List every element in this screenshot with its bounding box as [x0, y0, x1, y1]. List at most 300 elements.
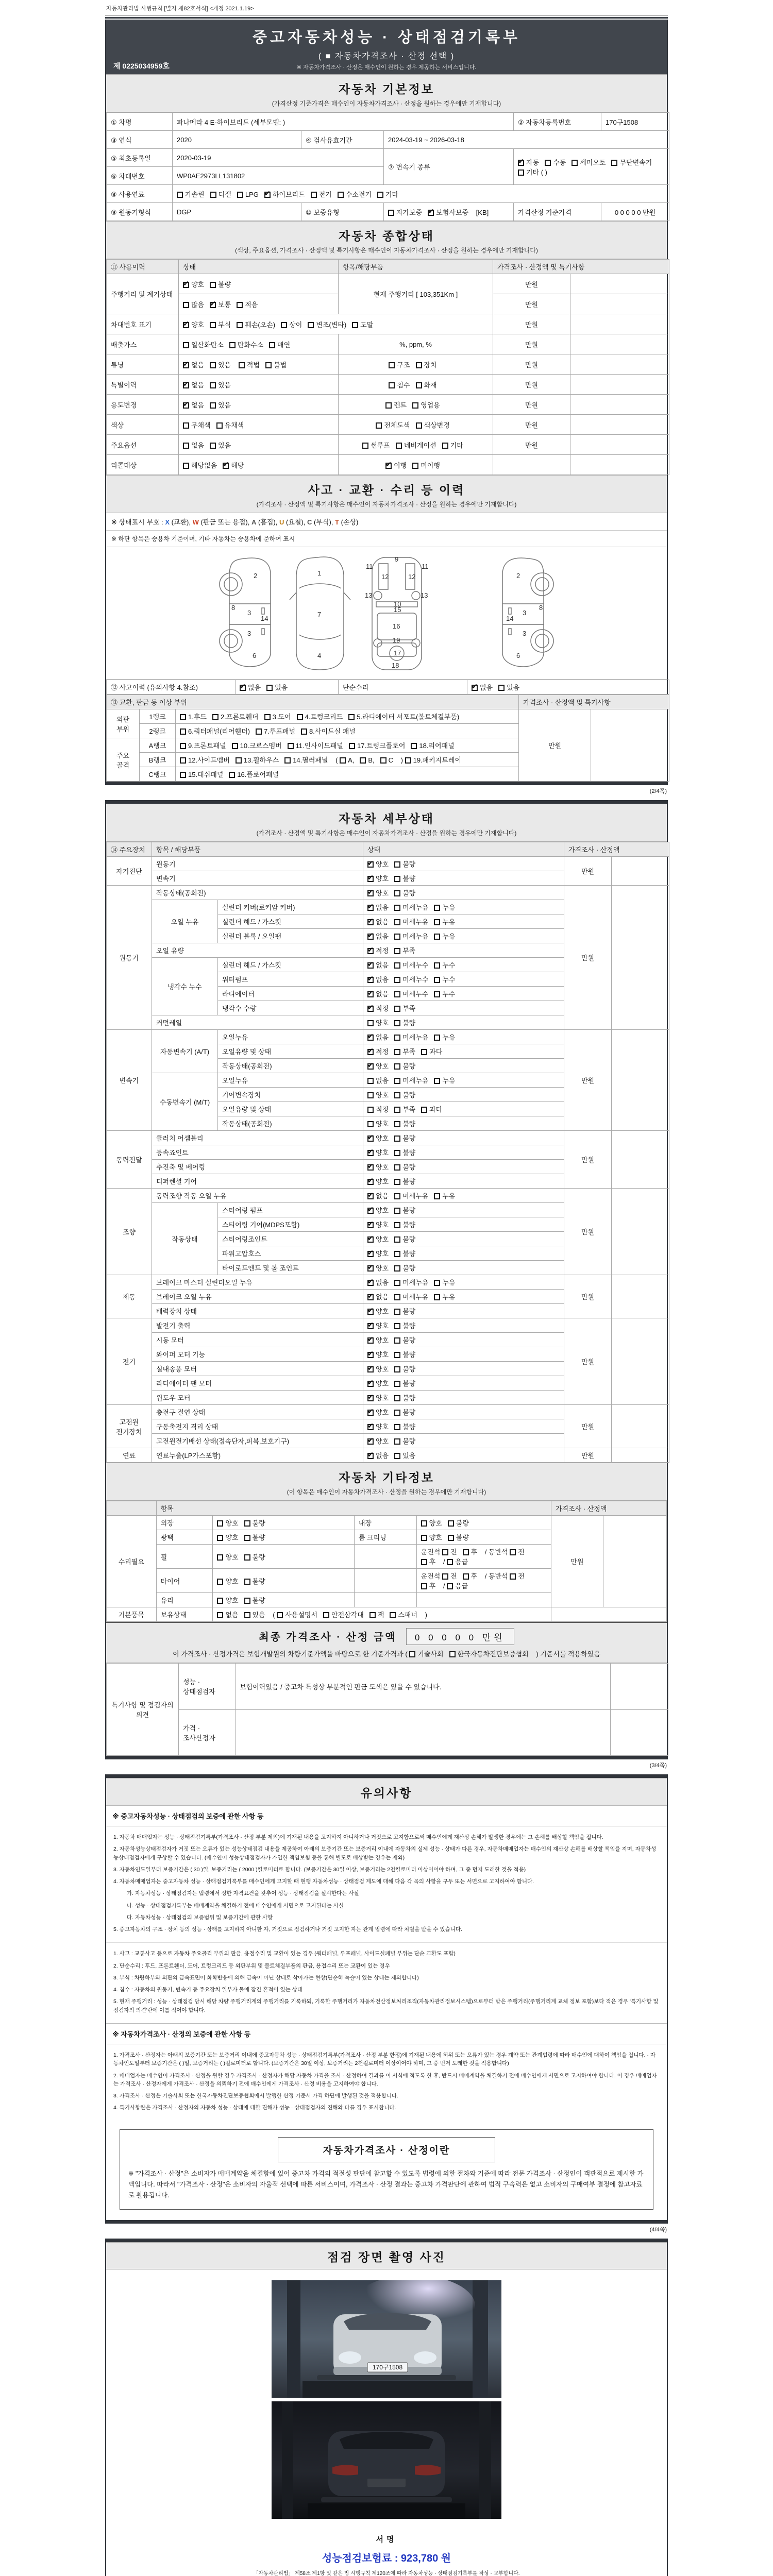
status-options — [363, 1448, 564, 1463]
checkbox-option: 양호 — [367, 1118, 389, 1128]
checkbox-option: 없음 — [183, 440, 204, 450]
checkbox-option: ✔ 없음 — [367, 902, 389, 912]
text-segment: 운전석 — [421, 1572, 442, 1580]
text-segment: W — [192, 518, 199, 526]
checkbox-unchecked — [449, 1651, 456, 1657]
checkbox-option: ✔ 양호 — [367, 1176, 389, 1186]
item-label: 구동축전지 격리 상태 — [152, 1419, 363, 1434]
table-row — [107, 314, 669, 334]
item-label: 브레이크 마스터 실린더오일 누유 — [152, 1275, 363, 1290]
checkbox-unchecked — [421, 1107, 427, 1113]
checkbox-unchecked — [421, 1049, 427, 1055]
checkbox-option: 양호 — [217, 1532, 238, 1542]
item-label: 연료누출(LP가스포함) — [152, 1448, 363, 1463]
checkbox-checked — [367, 1049, 374, 1055]
checkbox-checked — [367, 861, 374, 868]
device-label: 자기진단 — [107, 857, 152, 886]
checkbox-unchecked — [229, 342, 236, 348]
checkbox-option: ✔ 양호 — [183, 319, 204, 329]
notice-item: 4. 자동차매매업자는 중고자동차 성능 · 상태점검기록부를 매수인에게 고지할 때 현행 자동차성능 · 상태점검 제도에 대해 다음 각 목의 사항을 구두 또는 서면으로 고지하여야 합니다. — [113, 1878, 534, 1885]
price-cell: 만원 — [493, 415, 570, 435]
checkbox-option: 부식 — [210, 319, 231, 329]
text-segment: ) — [399, 756, 405, 764]
svg-text:8: 8 — [539, 604, 543, 612]
status-options — [363, 1405, 564, 1419]
checkbox-checked — [367, 1381, 374, 1387]
section-accident-title: 사고 · 교환 · 수리 등 이력 — [308, 483, 465, 497]
checkbox-unchecked — [394, 1208, 400, 1214]
checkbox-option: 부족 — [394, 1104, 415, 1114]
base-price-label: 가격산정 기준가격 — [514, 203, 601, 221]
svg-text:3: 3 — [247, 609, 251, 617]
checkbox-option: 부족 — [394, 1003, 415, 1013]
status-options — [363, 1088, 564, 1102]
item-label: 윈도우 모터 — [152, 1391, 363, 1405]
checkbox-unchecked — [210, 402, 216, 409]
checkbox-unchecked — [377, 192, 383, 198]
item-label: 충전구 절연 상태 — [152, 1405, 363, 1419]
price-cell: 만원 — [493, 435, 570, 455]
checkbox-unchecked — [210, 362, 216, 368]
checkbox-unchecked — [411, 743, 417, 749]
checkbox-option: 누유 — [434, 1075, 455, 1085]
item-label: 냉각수 수량 — [218, 1001, 363, 1015]
checkbox-option: ✔ 양호 — [367, 1205, 389, 1215]
checkbox-option: 상이 — [281, 319, 302, 329]
item-label: 작동상태(공회전) — [218, 1116, 363, 1131]
checkbox-option: 불량 — [394, 1219, 415, 1229]
checkbox-unchecked — [217, 1598, 223, 1604]
checkbox-unchecked — [434, 1035, 440, 1041]
section-comp-subtitle: (색상, 주요옵션, 가격조사 · 산정액 및 특기사항은 매수인이 자동차가격조사 · 산정을 원하는 경우에만 기재합니다) — [235, 247, 538, 254]
checkbox-checked — [367, 1323, 374, 1329]
section-detail-header — [106, 804, 667, 842]
checkbox-option: ✔ 양호 — [367, 1061, 389, 1071]
checkbox-unchecked — [376, 422, 382, 429]
car-name-label: ① 차명 — [107, 113, 173, 131]
status-options — [363, 1290, 564, 1304]
item-label: 클러치 어셈블리 — [152, 1131, 363, 1145]
table-row — [107, 1448, 669, 1463]
page-4 — [105, 1774, 668, 2224]
status-options — [363, 1145, 564, 1160]
checkbox-unchecked — [394, 1251, 400, 1257]
checkbox-option: 불량 — [394, 1061, 415, 1071]
checkbox-unchecked — [340, 757, 346, 764]
checkbox-option: 일산화탄소 — [183, 340, 224, 349]
svg-text:6: 6 — [516, 652, 520, 659]
price-cell: 만원 — [564, 1318, 612, 1405]
svg-text:3: 3 — [523, 609, 527, 617]
item-cell — [339, 334, 493, 354]
item-label: 외장 — [156, 1516, 213, 1530]
accident-history-options — [236, 680, 339, 694]
document-subtitle: ( ■ 자동차가격조사 · 산정 선택 ) — [318, 52, 455, 61]
checkbox-unchecked — [416, 382, 422, 388]
panel-rank-table — [106, 694, 669, 782]
checkbox-unchecked — [236, 757, 242, 764]
checkbox-unchecked — [394, 1294, 400, 1300]
checkbox-option: ✔ 양호 — [367, 1364, 389, 1374]
item-cell — [339, 274, 493, 314]
simple-repair-options — [467, 680, 669, 694]
checkbox-unchecked — [237, 192, 243, 198]
note-cell — [612, 1448, 669, 1463]
page-marker: (2/4쪽) — [649, 788, 667, 794]
rank2-options — [176, 724, 519, 738]
item-label: 실린더 블록 / 오일팬 — [218, 929, 363, 943]
checkbox-checked — [385, 463, 392, 469]
checkbox-option: ✔ 없음 — [472, 682, 493, 692]
item-label: 룸 크리닝 — [354, 1530, 416, 1545]
checkbox-option: 불량 — [394, 1320, 415, 1330]
status-options — [179, 294, 339, 314]
item-label: 원동기 — [152, 857, 363, 871]
status-options — [363, 1131, 564, 1145]
checkbox-option: 양호 — [367, 1090, 389, 1099]
page-3 — [105, 800, 668, 1759]
checkbox-unchecked — [311, 192, 317, 198]
checkbox-option: 불량 — [394, 859, 415, 869]
checkbox-option: 양호 — [217, 1518, 238, 1528]
checkbox-option: 불량 — [244, 1552, 265, 1562]
status-options — [363, 1102, 564, 1116]
checkbox-unchecked — [416, 422, 422, 429]
checkbox-option: 누유 — [434, 931, 455, 941]
checkbox-unchecked — [434, 962, 440, 969]
checkbox-option: 장치 — [416, 360, 437, 369]
table-row — [107, 1275, 669, 1290]
checkbox-unchecked — [447, 1583, 453, 1589]
comp-header-item: 항목/해당부품 — [339, 260, 493, 274]
item-label: 스티어링조인트 — [218, 1232, 363, 1246]
checkbox-unchecked — [394, 1006, 400, 1012]
checkbox-unchecked — [265, 362, 272, 368]
checkbox-option: 후 — [421, 1556, 436, 1566]
checkbox-option: ✔ 양호 — [367, 1393, 389, 1402]
svg-text:11: 11 — [422, 563, 429, 570]
basic-items-options — [213, 1607, 551, 1622]
other-header-blank — [107, 1501, 157, 1516]
item-label: 실내송풍 모터 — [152, 1362, 363, 1376]
status-options — [363, 1160, 564, 1174]
checkbox-unchecked — [394, 1410, 400, 1416]
item-label: 타이로드엔드 및 볼 조인트 — [218, 1261, 363, 1275]
status-options — [363, 900, 564, 914]
checkbox-unchecked — [284, 757, 291, 764]
status-options — [213, 1530, 354, 1545]
section-detail-title: 자동차 세부상태 — [339, 812, 434, 825]
checkbox-unchecked — [448, 1535, 454, 1541]
comp-header-status: 상태 — [179, 260, 339, 274]
text-segment: 이 가격조사 · 산정가격은 보험개발원의 차량기준가액을 바탕으로 한 기준가격과 ( — [173, 1650, 410, 1658]
table-row — [107, 1318, 669, 1333]
svg-text:3: 3 — [523, 630, 527, 637]
checkbox-unchecked — [380, 757, 386, 764]
notice-item: 1. 자동차 매매업자는 성능 · 상태점검기록부(가격조사 · 산정 부분 제외)에 기재된 내용을 고지하지 아니하거나 거짓으로 고지함으로써 매수인에게 재산상 손해가 발생한 경우에는 그 손해를 배상할 책임을 집니다. — [113, 1834, 603, 1840]
item-label: 시동 모터 — [152, 1333, 363, 1347]
notice-item: 4. 특기사항란은 가격조사 · 산정자의 자동차 성능 · 상태에 대한 견해가 성능 · 상태점검자의 견해와 다를 경우 표시합니다. — [113, 2105, 396, 2111]
section-other-header — [106, 1463, 667, 1501]
opinion-inspector-text: 보험이력있음 / 중고차 특성상 부분적인 판금 도색은 있을 수 있습니다. — [236, 1664, 611, 1710]
checkbox-option: 14.필러패널 — [284, 755, 328, 765]
comp-header-price: 가격조사 · 산정액 및 특기사항 — [493, 260, 669, 274]
note-cell — [612, 1318, 669, 1405]
checkbox-unchecked — [394, 1035, 400, 1041]
svg-text:2: 2 — [254, 572, 258, 580]
page-separator — [106, 1756, 667, 1759]
notice-item: 나. 성능 · 상태점검기록부는 매매계약을 체결하기 전에 매수인에게 서면으로 고지된다는 사실 — [127, 1902, 344, 1909]
checkbox-option: 있음 — [266, 682, 288, 692]
item-label — [354, 1569, 416, 1593]
checkbox-unchecked — [434, 934, 440, 940]
section-accident-subtitle: (가격조사 · 산정액 및 특기사항은 매수인이 자동차가격조사 · 산정을 원하는 경우에만 기재합니다) — [256, 501, 517, 508]
checkbox-unchecked — [217, 1579, 223, 1585]
opinion-note-cell — [611, 1664, 668, 1710]
checkbox-unchecked — [409, 1651, 415, 1657]
opinion-appraiser-text — [236, 1709, 611, 1756]
note-cell — [612, 886, 669, 1030]
status-options — [179, 334, 339, 354]
section-basic-subtitle: (가격산정 기준가격은 매수인이 자동차가격조사 · 산정을 원하는 경우에만 기재합니다) — [272, 100, 501, 107]
status-options — [363, 1376, 564, 1391]
device-label: 고전원 전기장치 — [107, 1405, 152, 1448]
comprehensive-table — [106, 259, 669, 475]
checkbox-unchecked — [416, 362, 422, 368]
checkbox-unchecked — [394, 1136, 400, 1142]
status-options — [363, 1318, 564, 1333]
checkbox-option: ✔양호 — [183, 279, 204, 289]
checkbox-checked — [367, 1438, 374, 1445]
checkbox-option: ✔ 없음 — [240, 682, 261, 692]
checkbox-unchecked — [394, 919, 400, 925]
checkbox-unchecked — [412, 463, 418, 469]
table-row — [107, 395, 669, 415]
checkbox-checked — [367, 890, 374, 896]
rankA-label: A랭크 — [140, 738, 176, 753]
model-year-value: 2020 — [173, 131, 301, 149]
table-row — [107, 1607, 667, 1622]
checkbox-option: 있음 — [244, 1609, 265, 1619]
checkbox-option: 구조 — [389, 360, 410, 369]
page-1 — [105, 20, 668, 785]
checkbox-unchecked — [394, 1049, 400, 1055]
checkbox-unchecked — [421, 1535, 427, 1541]
checkbox-option: 응급 — [447, 1581, 468, 1590]
car-diagram-area — [106, 547, 667, 680]
checkbox-option: ✔ 없음 — [367, 917, 389, 926]
table-row — [107, 131, 669, 149]
checkbox-unchecked — [362, 443, 368, 449]
device-label: 조향 — [107, 1189, 152, 1275]
table-header-row — [107, 260, 669, 274]
state-symbol-legend — [106, 513, 667, 531]
checkbox-option: 불량 — [394, 1436, 415, 1446]
text-segment: ( — [333, 756, 340, 764]
svg-text:18: 18 — [392, 662, 399, 669]
item-label: 실린더 헤드 / 가스킷 — [218, 958, 363, 972]
checkbox-checked — [183, 282, 189, 288]
checkbox-option: 과다 — [421, 1104, 442, 1114]
vin-label: ⑥ 차대번호 — [107, 167, 173, 185]
checkbox-unchecked — [323, 1612, 329, 1618]
checkbox-unchecked — [217, 1520, 223, 1527]
fuel-options — [173, 185, 669, 203]
status-options — [363, 1203, 564, 1217]
status-options — [363, 1304, 564, 1318]
checkbox-unchecked — [183, 422, 189, 429]
car-name-value: 파나메라 4 E-하이브리드 (세부모델: ) — [173, 113, 514, 131]
checkbox-checked — [367, 1035, 374, 1041]
opinion-label: 특기사항 및 점검자의 의견 — [107, 1664, 179, 1756]
checkbox-unchecked — [244, 1535, 250, 1541]
checkbox-option: ✔ 하이브리드 — [264, 189, 305, 199]
item-label: 라디에이터 — [218, 987, 363, 1001]
checkbox-option: ✔ 없음 — [367, 960, 389, 970]
checkbox-option: ✔ 이행 — [385, 460, 407, 470]
comp-header-usage: ⑪ 사용이력 — [107, 260, 179, 274]
checkbox-option: 불량 — [394, 1263, 415, 1273]
table-row — [107, 149, 669, 167]
opinion-inspector-label: 성능 · 상태점검자 — [179, 1664, 236, 1710]
top-rule — [105, 15, 668, 19]
checkbox-option: 15.대쉬패널 — [180, 769, 223, 779]
checkbox-option: 적정 — [367, 1104, 389, 1114]
item-label: 오일누유 — [218, 1073, 363, 1088]
usage-label: 용도변경 — [107, 395, 179, 415]
checkbox-option: 7.루프패널 — [256, 726, 295, 736]
notice-item: 2. 자동차성능상태점검자가 거짓 또는 오류가 있는 성능상태점검 내용을 제공하여 아래의 보증기간 또는 보증거리 이내에 자동차의 실제 성능 · 상태가 다른 경우, 자동차매매업자는 매수인의 재산상 손해를 배상할 책임을 지며, 자동차성능상태점검자에게 구상할 수 있습니다. (매수인이 성능상태점검자가 가입한 책임보험 등을 통해 별도로 배상받는 경우는 제외) — [113, 1846, 657, 1861]
item-label: 스티어링 펌프 — [218, 1203, 363, 1217]
checkbox-option: 후 — [421, 1581, 436, 1590]
checkbox-unchecked — [239, 362, 245, 368]
checkbox-option: 6.쿼터패널(리어휀더) — [180, 726, 250, 736]
page-separator — [106, 782, 667, 785]
checkbox-checked — [367, 962, 374, 969]
checkbox-option: 4.트렁크리드 — [297, 711, 343, 721]
checkbox-option: 있음 — [210, 440, 231, 450]
text-segment: (손상) — [339, 518, 359, 526]
checkbox-option: 누유 — [434, 1277, 455, 1287]
checkbox-checked — [367, 1453, 374, 1459]
checkbox-unchecked — [394, 1280, 400, 1286]
checkbox-option: ✔ 양호 — [367, 1263, 389, 1273]
status-options — [363, 1246, 564, 1261]
checkbox-option: 2.프론트휀더 — [212, 711, 259, 721]
section-accident-header — [106, 475, 667, 513]
device-label: 제동 — [107, 1275, 152, 1318]
price-cell: 만원 — [564, 1405, 612, 1448]
checkbox-unchecked — [180, 757, 186, 764]
table-row — [107, 1709, 668, 1756]
checkbox-unchecked — [394, 1366, 400, 1372]
svg-text:14: 14 — [506, 615, 514, 622]
checkbox-unchecked — [183, 302, 189, 308]
checkbox-option: ✔ 양호 — [367, 1219, 389, 1229]
checkbox-unchecked — [349, 743, 355, 749]
checkbox-option: 누수 — [434, 960, 455, 970]
table-row — [107, 415, 669, 435]
checkbox-option: 부족 — [394, 1046, 415, 1056]
status-options — [179, 354, 339, 375]
checkbox-unchecked — [421, 1520, 427, 1527]
checkbox-option: 가솔린 — [177, 189, 205, 199]
checkbox-option: 불량 — [244, 1518, 265, 1528]
checkbox-unchecked — [394, 948, 400, 954]
checkbox-option: 없음 — [367, 1075, 389, 1085]
warranty-label: ⑩ 보증유형 — [301, 203, 384, 221]
checkbox-unchecked — [210, 282, 216, 288]
item-label: 고전원전기배선 상태(접속단자,피복,보호기구) — [152, 1434, 363, 1448]
checkbox-unchecked — [244, 1520, 250, 1527]
checkbox-option: ✔ 보통 — [210, 299, 231, 309]
status-options — [416, 1545, 551, 1569]
svg-text:12: 12 — [408, 573, 416, 581]
comprehensive-table-body — [107, 274, 669, 475]
status-options — [179, 415, 339, 435]
checkbox-option: 한국자동차진단보증협회 — [449, 1649, 529, 1658]
checkbox-checked — [367, 1410, 374, 1416]
checkbox-option: 미세누유 — [394, 931, 428, 941]
text-segment: U — [279, 518, 284, 526]
engine-type-label: ⑨ 원동기형식 — [107, 203, 173, 221]
item-cell — [339, 375, 493, 395]
checkbox-option: ✔ 양호 — [367, 1378, 389, 1388]
checkbox-option: 전 — [510, 1547, 525, 1556]
status-options — [213, 1593, 354, 1607]
checkbox-option: 있음 — [210, 380, 231, 389]
note-cell — [570, 314, 669, 334]
checkbox-option: 수소전기 — [338, 189, 372, 199]
checkbox-option: 미세누유 — [394, 1191, 428, 1200]
price-cell — [493, 455, 570, 475]
checkbox-unchecked — [394, 1381, 400, 1387]
checkbox-option: 미세누유 — [394, 1032, 428, 1042]
status-options — [363, 987, 564, 1001]
notice-item: 3. 가격조사 · 산정은 기술사회 또는 한국자동차진단보증협회에서 발행한 산정 기준서 가격 하단에 발행된 것을 적용합니다. — [113, 2093, 399, 2099]
checkbox-unchecked — [389, 362, 395, 368]
inspection-insurance-fee: 성능점검보험료 : 923,780 원 — [322, 2553, 451, 2565]
reg-no-value: 170구1508 — [601, 113, 669, 131]
page-separator — [106, 2239, 667, 2242]
inspection-photo-rear — [272, 2401, 501, 2519]
checkbox-option: 있음 — [498, 682, 519, 692]
car-diagram — [119, 552, 654, 673]
checkbox-option: 자가보증 — [388, 207, 422, 217]
checkbox-option: 해당없음 — [183, 460, 217, 470]
checkbox-unchecked — [183, 443, 189, 449]
svg-text:13: 13 — [421, 591, 428, 599]
outer-panel-label: 외판 부위 — [107, 709, 140, 738]
checkbox-option: 누수 — [434, 989, 455, 998]
status-options — [213, 1516, 354, 1530]
checkbox-unchecked — [210, 192, 216, 198]
notice-item: 5. 중고자동차의 구조 · 장치 등의 성능 · 상태를 고지하지 아니한 자, 거짓으로 점검하거나 거짓 고지한 자는 관계 법령에 따라 처벌을 받을 수 있습니다. — [113, 1926, 462, 1933]
text-segment: A — [251, 518, 257, 526]
checkbox-option: 영업용 — [412, 400, 440, 410]
checkbox-unchecked — [434, 1078, 440, 1084]
final-price-amount: 0 0 0 0 0 만원 — [406, 1628, 514, 1645]
note-cell — [612, 1405, 669, 1448]
checkbox-option: 불량 — [394, 1421, 415, 1431]
table-header-row — [107, 1501, 667, 1516]
checkbox-option: 썬루프 — [362, 440, 390, 450]
checkbox-option: 전 — [442, 1547, 457, 1556]
model-year-label: ③ 연식 — [107, 131, 173, 149]
note-cell — [570, 415, 669, 435]
checkbox-checked — [367, 1294, 374, 1300]
checkbox-option: 사용설명서 — [277, 1609, 317, 1619]
